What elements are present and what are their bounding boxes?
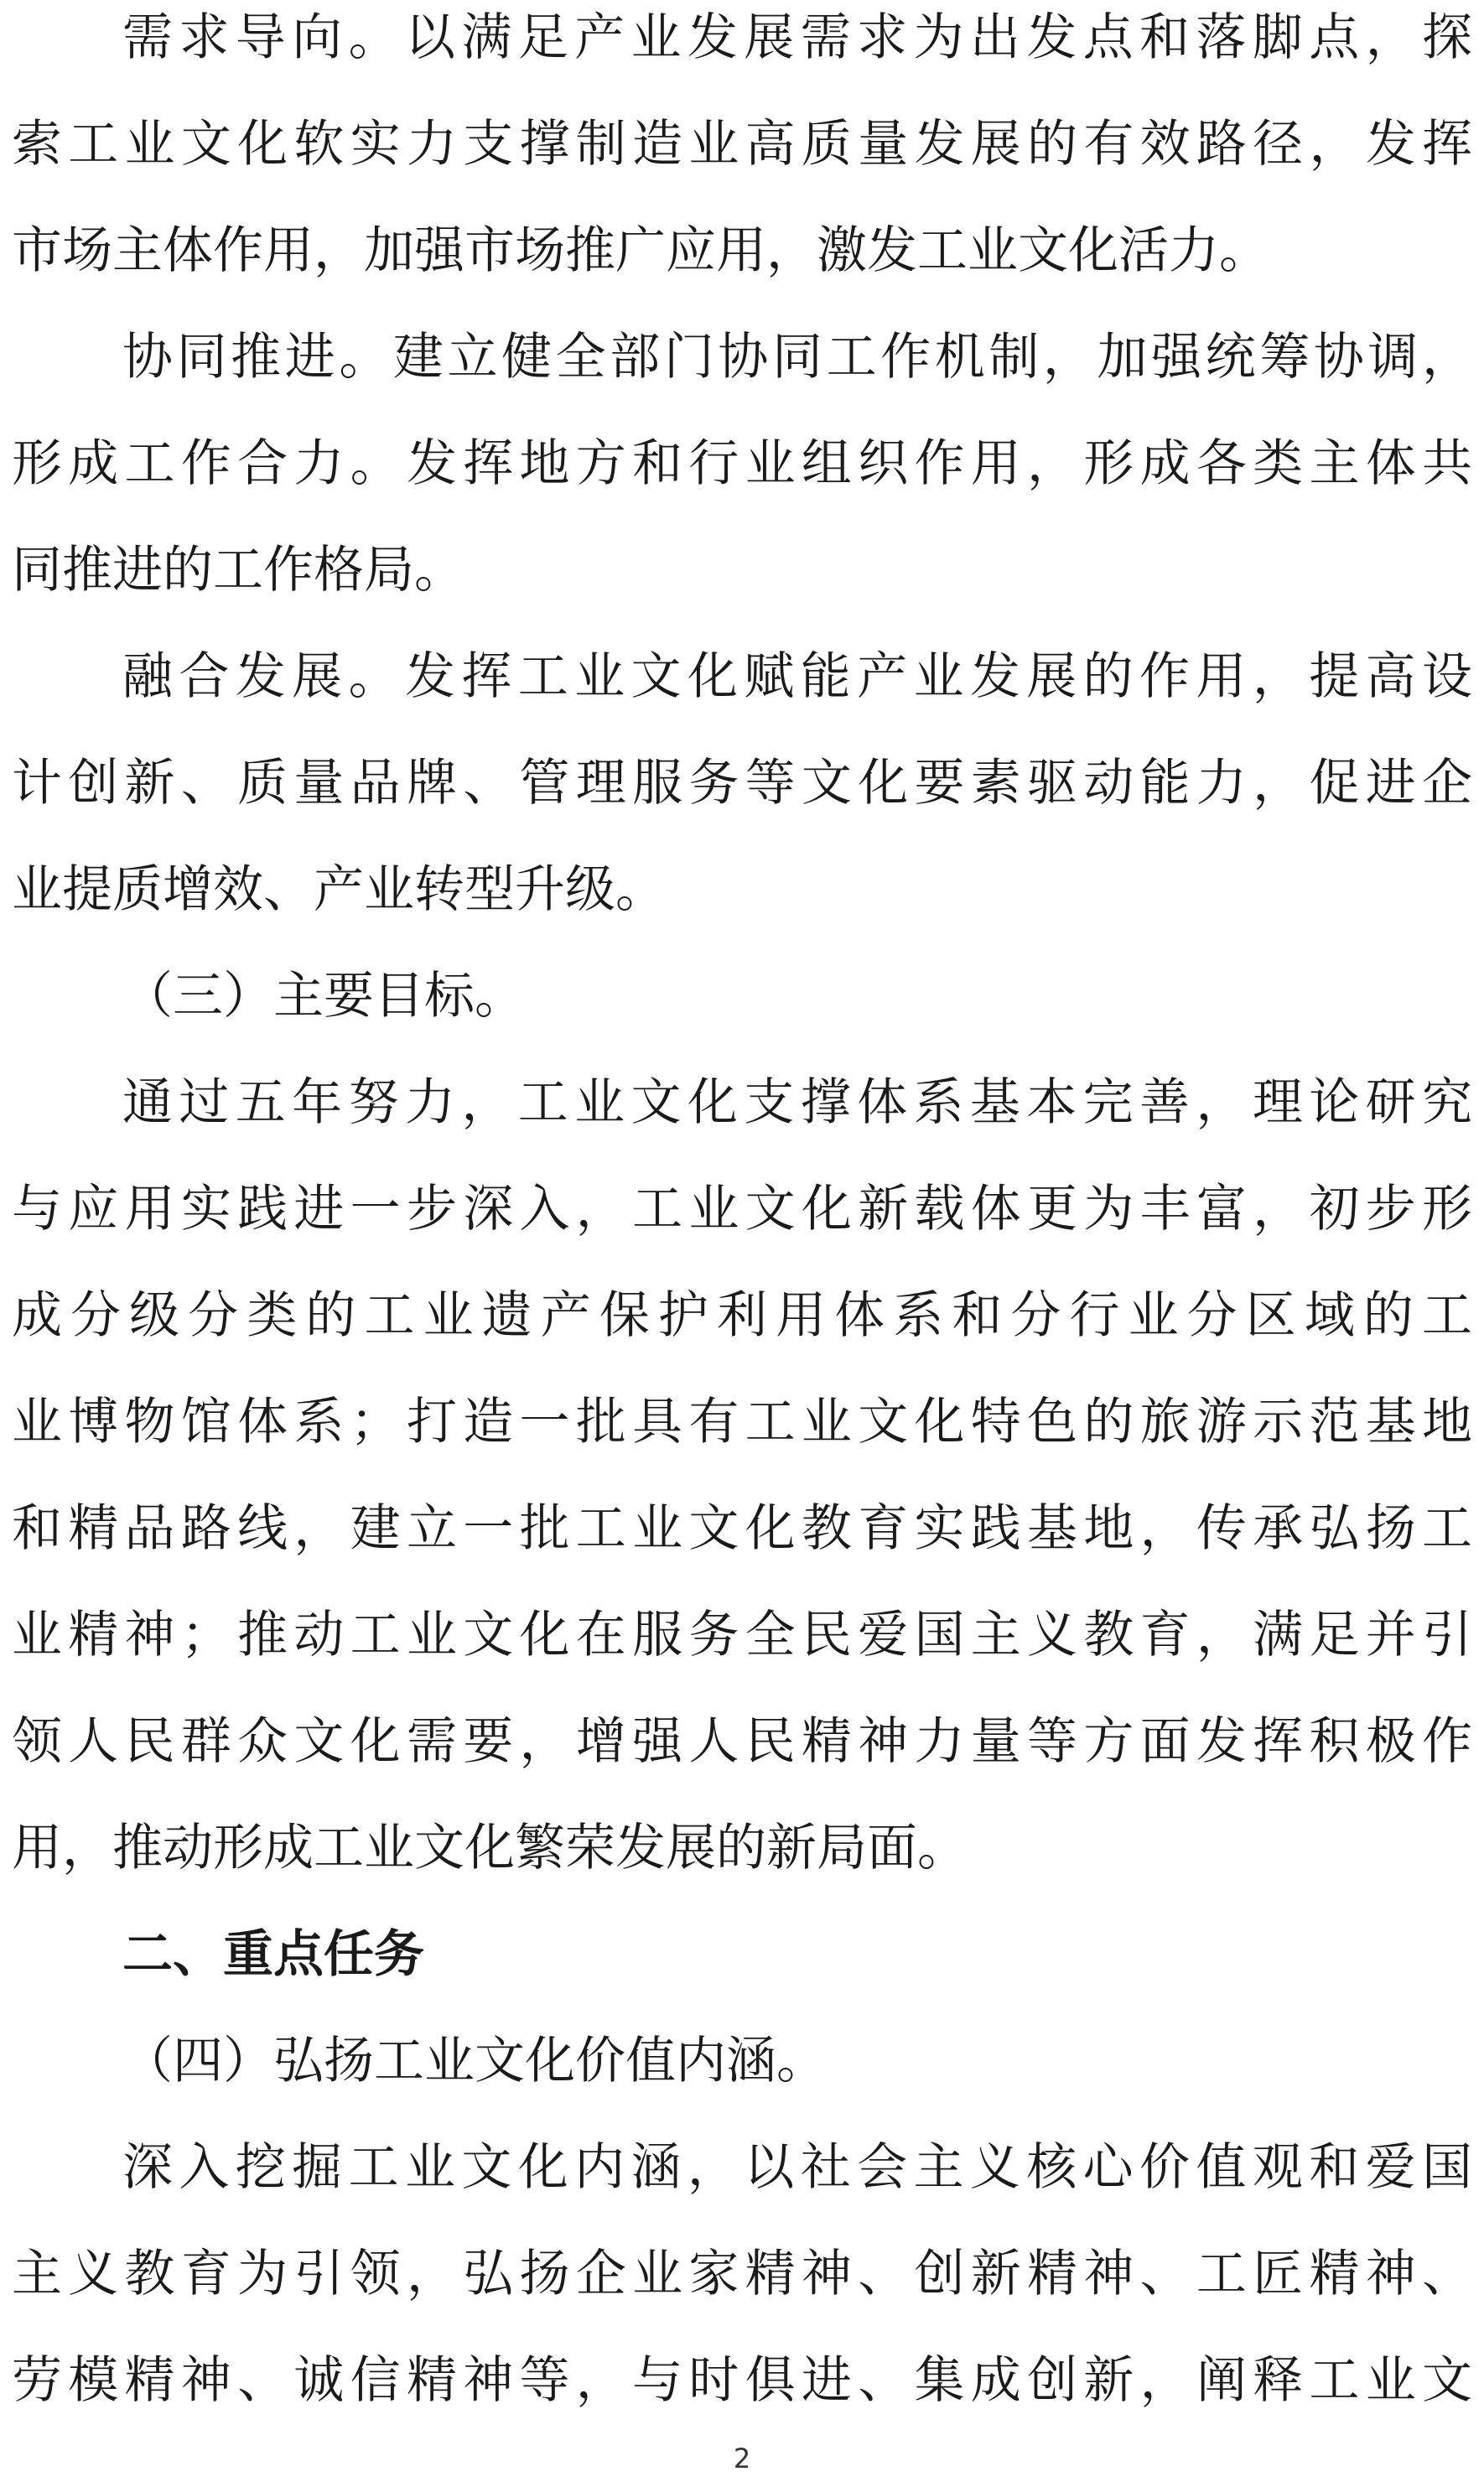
paragraph-line: 市场主体作用，加强市场推广应用，激发工业文化活力。 — [12, 221, 1269, 280]
paragraph-line: 同推进的工作格局。 — [12, 541, 464, 600]
paragraph-line: 业精神；推动工业文化在服务全民爱国主义教育，满足并引 — [12, 1606, 1472, 1664]
paragraph-line: 索工业文化软实力支撑制造业高质量发展的有效路径，发挥 — [12, 115, 1472, 174]
paragraph-line: 与应用实践进一步深入，工业文化新载体更为丰富，初步形 — [12, 1180, 1472, 1238]
section-heading: 二、重点任务 — [122, 1925, 424, 1984]
paragraph-line: 深入挖掘工业文化内涵，以社会主义核心价值观和爱国 — [122, 2138, 1472, 2197]
page-number: 2 — [733, 2443, 751, 2474]
subsection-heading: （三）主要目标。 — [122, 967, 525, 1025]
subsection-heading: （四）弘扬工业文化价值内涵。 — [122, 2032, 827, 2090]
paragraph-line: 形成工作合力。发挥地方和行业组织作用，形成各类主体共 — [12, 434, 1472, 493]
paragraph-line: 通过五年努力，工业文化支撑体系基本完善，理论研究 — [122, 1073, 1472, 1132]
paragraph-line: 和精品路线，建立一批工业文化教育实践基地，传承弘扬工 — [12, 1499, 1472, 1558]
paragraph-line: 业提质增效、产业转型升级。 — [12, 860, 666, 919]
paragraph-line: 用，推动形成工业文化繁荣发展的新局面。 — [12, 1819, 968, 1877]
paragraph-line: 业博物馆体系；打造一批具有工业文化特色的旅游示范基地 — [12, 1393, 1472, 1451]
paragraph-line: 计创新、质量品牌、管理服务等文化要素驱动能力，促进企 — [12, 754, 1472, 813]
paragraph-line: 劳模精神、诚信精神等，与时俱进、集成创新，阐释工业文 — [12, 2351, 1472, 2410]
paragraph-line: 主义教育为引领，弘扬企业家精神、创新精神、工匠精神、 — [12, 2245, 1472, 2303]
paragraph-line: 领人民群众文化需要，增强人民精神力量等方面发挥积极作 — [12, 1712, 1472, 1771]
paragraph-line: 融合发展。发挥工业文化赋能产业发展的作用，提高设 — [122, 647, 1472, 706]
paragraph-line: 需求导向。以满足产业发展需求为出发点和落脚点，探 — [122, 8, 1472, 67]
paragraph-line: 协同推进。建立健全部门协同工作机制，加强统筹协调， — [122, 328, 1472, 387]
paragraph-line: 成分级分类的工业遗产保护利用体系和分行业分区域的工 — [12, 1286, 1472, 1345]
